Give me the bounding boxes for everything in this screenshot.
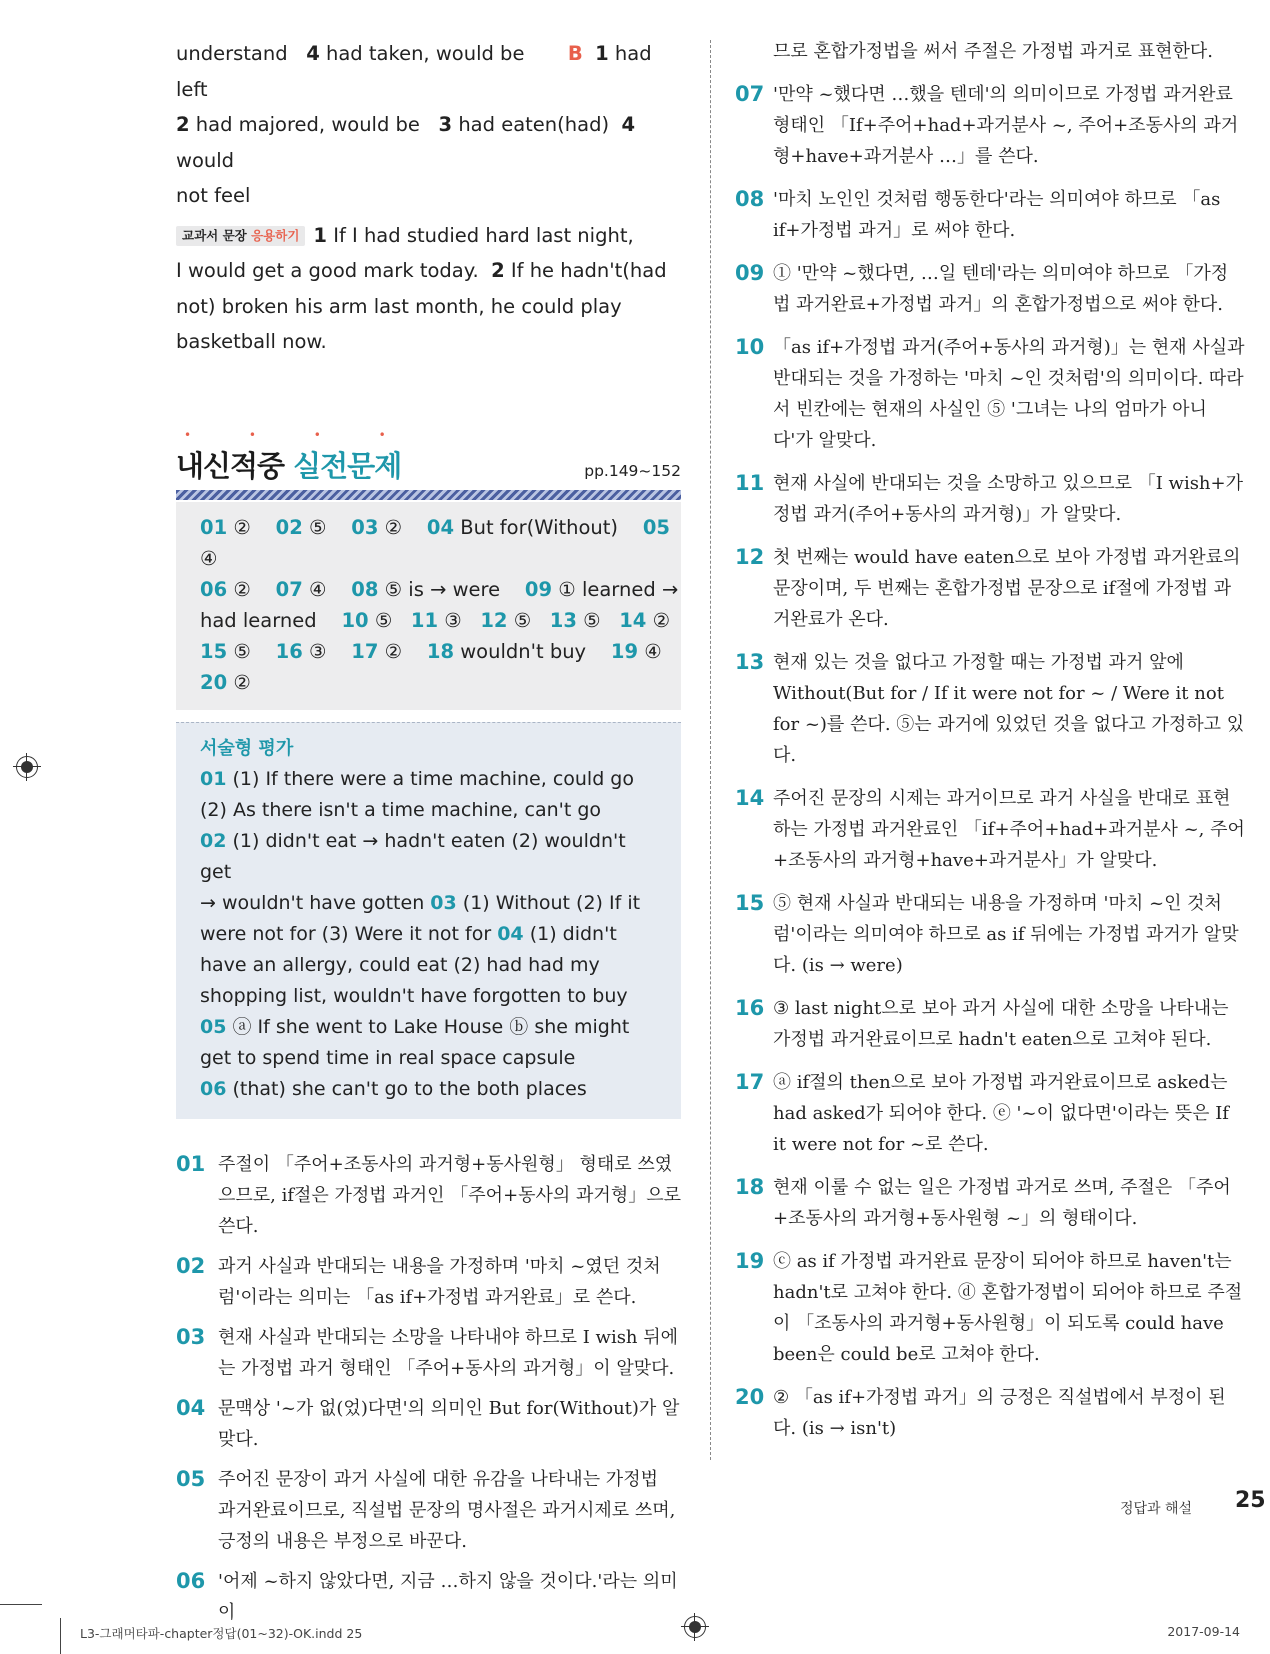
explanation-item: 08 '마치 노인인 것처럼 행동한다'라는 의미여야 하므로 「as if+가정법 과거」로 써야 한다.	[735, 187, 1221, 241]
descriptive-answers-box	[176, 722, 681, 1119]
explanation-item: 03 현재 사실과 반대되는 소망을 나타내야 하므로 I wish 뒤에는 가정법 과거 형태인 「주어+동사의 과거형」이 알맞다.	[176, 1324, 679, 1379]
right-column	[735, 36, 1245, 1456]
answer-line: understand 4 had taken, would be B 1 had left	[176, 42, 652, 101]
left-column	[176, 36, 681, 1637]
desc-line: (2) As there isn't a time machine, can't go	[200, 798, 602, 821]
answer-row-4: 15 ⑤ 16 ③ 17 ② 18 wouldn't buy 19 ④	[200, 639, 662, 663]
answer-row-5: 20 ②	[200, 670, 251, 694]
answer-row-2: 06 ② 07 ④ 08 ⑤ is → were 09 ① learned →	[200, 577, 679, 601]
explanation-item: 11 현재 사실에 반대되는 것을 소망하고 있으므로 「I wish+가정법 과거(주어+동사의 과거형)」가 알맞다.	[735, 471, 1243, 525]
desc-line: 05 ⓐ If she went to Lake House ⓑ she might	[200, 1015, 630, 1038]
section-header	[176, 428, 681, 502]
explanation-item: 14 주어진 문장의 시제는 과거이므로 과거 사실을 반대로 표현하는 가정법 과거완료인 「if+주어+had+과거분사 ~, 주어+조동사의 과거형+have+과거분사」가 알맞다.	[735, 786, 1245, 871]
explanation-item: 01 주절이 「주어+조동사의 과거형+동사원형」 형태로 쓰였으므로, if절은 가정법 과거인 「주어+동사의 과거형」으로 쓴다.	[176, 1151, 681, 1237]
page-range: pp.149~152	[584, 461, 681, 480]
desc-line: shopping list, wouldn't have forgotten to buy	[200, 984, 628, 1007]
explanation-item: 19 ⓒ as if 가정법 과거완료 문장이 되어야 하므로 haven't는 hadn't로 고쳐야 한다. ⓓ 혼합가정법이 되어야 하므로 주절이 「조동사의 과거형+동사원형」이 되도록 could have been은 could be로 고쳐야 한다.	[735, 1249, 1243, 1365]
desc-line: 02 (1) didn't eat → hadn't eaten (2) wouldn't get	[200, 829, 626, 883]
desc-line: get to spend time in real space capsule	[200, 1046, 576, 1069]
previous-answers	[176, 36, 681, 360]
registration-mark-icon	[684, 1616, 706, 1638]
title-dots: • • • •	[184, 427, 413, 442]
explanation-list-left	[176, 1149, 681, 1628]
explanation-item: 20 ② 「as if+가정법 과거」의 긍정은 직설법에서 부정이 된다. (is → isn't)	[735, 1385, 1226, 1439]
registration-mark-icon	[16, 756, 38, 778]
answer-line: 2 had majored, would be 3 had eaten(had) 4 would	[176, 113, 636, 172]
explanation-item: 06 '어제 ~하지 않았다면, 지금 …하지 않을 것이다.'라는 의미이	[176, 1568, 678, 1623]
explanation-item: 17 ⓐ if절의 then으로 보아 가정법 과거완료이므로 asked는 had asked가 되어야 한다. ⓔ '~이 없다면'이라는 뜻은 If it were not for ~로 쓴다.	[735, 1070, 1229, 1155]
indd-filename: L3-그래머타파-chapter정답(01~32)-OK.indd 25	[80, 1626, 363, 1641]
explanation-item: 04 문맥상 '~가 없(었)다면'의 의미인 But for(Without)가 알맞다.	[176, 1395, 680, 1450]
desc-line: 06 (that) she can't go to the both places	[200, 1077, 587, 1100]
column-divider	[710, 40, 711, 1460]
explanation-item: 15 ⑤ 현재 사실과 반대되는 내용을 가정하며 '마치 ~인 것처럼'이라는 의미여야 하므로 as if 뒤에는 가정법 과거가 알맞다. (is → were)	[735, 891, 1239, 976]
section-title: 내신적중 실전문제	[176, 448, 402, 483]
print-date: 2017-09-14	[1167, 1624, 1240, 1639]
explanation-item: 02 과거 사실과 반대되는 내용을 가정하며 '마치 ~였던 것처럼'이라는 의미는 「as if+가정법 과거완료」로 쓴다.	[176, 1253, 661, 1308]
explanation-item: 16 ③ last night으로 보아 과거 사실에 대한 소망을 나타내는 가정법 과거완료이므로 hadn't eaten으로 고쳐야 된다.	[735, 996, 1229, 1050]
textbook-tag: 교과서 문장 응용하기	[176, 226, 305, 246]
explanation-item: 10 「as if+가정법 과거(주어+동사의 과거형)」는 현재 사실과 반대되는 것을 가정하는 '마치 ~인 것처럼'의 의미이다. 따라서 빈칸에는 현재의 사실인 ⑤ '그녀는 나의 엄마가 아니다'가 알맞다.	[735, 335, 1245, 451]
answer-line: I would get a good mark today. 2 If he hadn't(had	[176, 259, 667, 282]
answer-key-box	[176, 502, 681, 710]
explanation-item: 05 주어진 문장이 과거 사실에 대한 유감을 나타내는 가정법 과거완료이므로, 직설법 문장의 명사절은 과거시제로 쓰며, 긍정의 내용은 부정으로 바꾼다.	[176, 1466, 676, 1552]
page-number: 25	[1235, 1488, 1266, 1513]
desc-line: 01 (1) If there were a time machine, could go	[200, 767, 634, 790]
descriptive-heading: 서술형 평가	[200, 737, 294, 759]
explanation-item: 13 현재 있는 것을 없다고 가정할 때는 가정법 과거 앞에 Without(But for / If it were not for ~ / Were it not for ~)를 쓴다. ⑤는 과거에 있었던 것을 없다고 가정하고 있다.	[735, 650, 1245, 766]
answer-row-1: 01 ② 02 ⑤ 03 ② 04 But for(Without) 05 ④	[200, 515, 670, 570]
crop-mark	[60, 1618, 61, 1654]
desc-line: were not for (3) Were it not for 04 (1) didn't	[200, 922, 617, 945]
answer-line: 교과서 문장 응용하기 1 If I had studied hard last night,	[176, 218, 681, 254]
explanation-item: 12 첫 번째는 would have eaten으로 보아 가정법 과거완료의 문장이며, 두 번째는 혼합가정법 문장으로 if절에 가정법 과거완료가 온다.	[735, 545, 1241, 630]
header-stripe	[176, 490, 681, 500]
footer-label: 정답과 해설	[1120, 1501, 1193, 1517]
section-b-label: B	[567, 42, 583, 65]
explanation-item: 07 '만약 ~했다면 …했을 텐데'의 의미이므로 가정법 과거완료 형태인 「If+주어+had+과거분사 ~, 주어+조동사의 과거형+have+과거분사 …」를 쓴다.	[735, 82, 1239, 167]
explanation-item: 18 현재 이룰 수 없는 일은 가정법 과거로 쓰며, 주절은 「주어+조동사의 과거형+동사원형 ~」의 형태이다.	[735, 1175, 1231, 1229]
desc-line: have an allergy, could eat (2) had had my	[200, 953, 600, 976]
explanation-item: 09 ① '만약 ~했다면, …일 텐데'라는 의미여야 하므로 「가정법 과거완료+가정법 과거」의 혼합가정법으로 써야 한다.	[735, 261, 1229, 315]
answer-line: basketball now.	[176, 330, 327, 353]
desc-line: → wouldn't have gotten 03 (1) Without (2) If it	[200, 891, 641, 914]
answer-row-3: had learned 10 ⑤ 11 ③ 12 ⑤ 13 ⑤ 14 ②	[200, 608, 671, 632]
continued-line: 므로 혼합가정법을 써서 주절은 가정법 과거로 표현한다.	[773, 41, 1213, 62]
answer-line: not feel	[176, 184, 251, 207]
answer-line: not) broken his arm last month, he could play	[176, 294, 622, 318]
crop-mark	[0, 1604, 42, 1605]
